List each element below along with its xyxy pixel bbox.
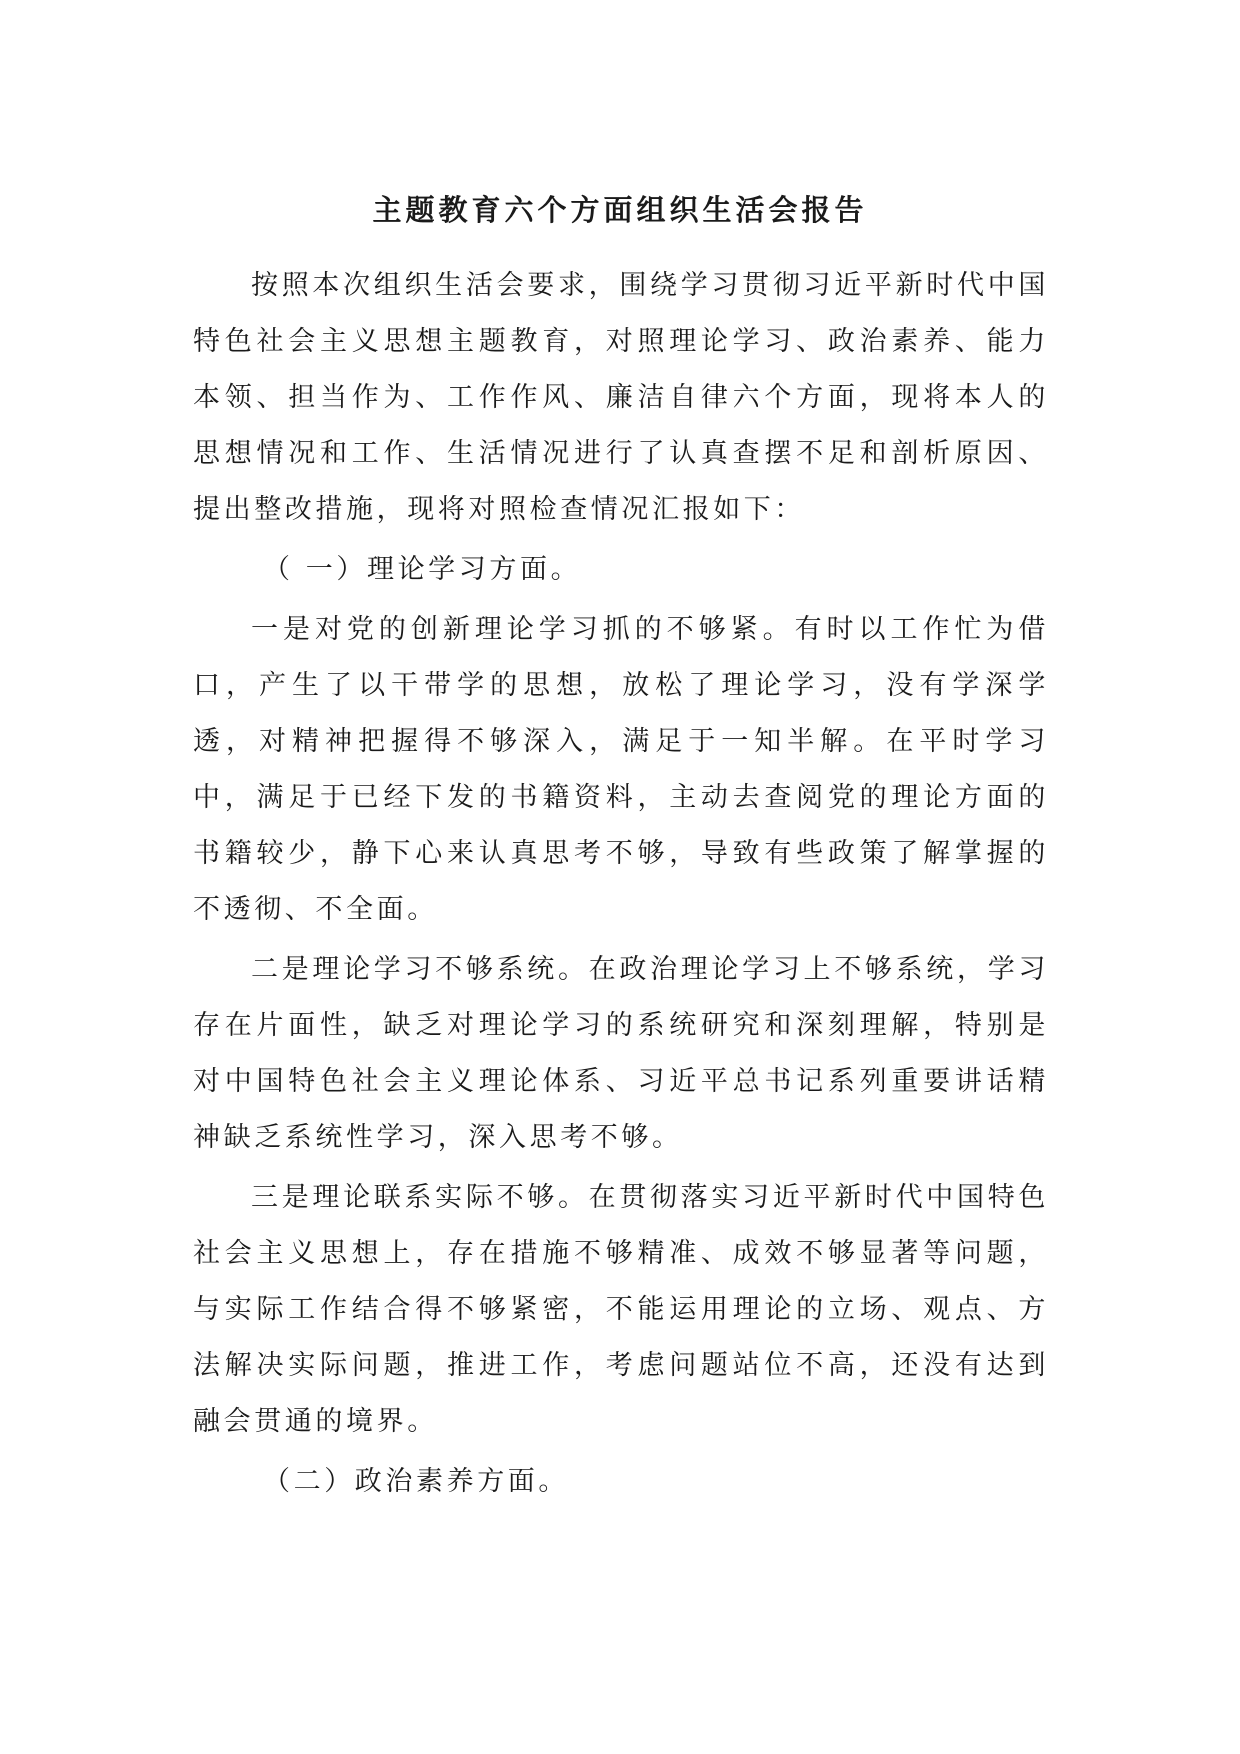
paragraph: 二是理论学习不够系统。在政治理论学习上不够系统，学习存在片面性，缺乏对理论学习的系统研究和深刻理解，特别是对中国特色社会主义理论体系、习近平总书记系列重要讲话精神缺乏系统性学习，深入思考不够。 bbox=[193, 954, 1049, 1153]
paragraph: 三是理论联系实际不够。在贯彻落实习近平新时代中国特色社会主义思想上，存在措施不够精准、成效不够显著等问题，与实际工作结合得不够紧密，不能运用理论的立场、观点、方法解决实际问题，推进工作，考虑问题站位不高，还没有达到融会贯通的境界。 bbox=[193, 1182, 1049, 1437]
section-heading-theory-study: （ 一）理论学习方面。 bbox=[263, 554, 582, 585]
section-heading-political-literacy: （二）政治素养方面。 bbox=[263, 1466, 569, 1497]
document-title: 主题教育六个方面组织生活会报告 bbox=[372, 193, 868, 227]
intro-paragraph: 按照本次组织生活会要求，围绕学习贯彻习近平新时代中国特色社会主义思想主题教育，对照理论学习、政治素养、能力本领、担当作为、工作作风、廉洁自律六个方面，现将本人的思想情况和工作、生活情况进行了认真查摆不足和剖析原因、提出整改措施，现将对照检查情况汇报如下： bbox=[193, 270, 1049, 525]
document-body bbox=[193, 258, 1049, 1514]
paragraph: 一是对党的创新理论学习抓的不够紧。有时以工作忙为借口，产生了以干带学的思想，放松了理论学习，没有学深学透，对精神把握得不够深入，满足于一知半解。在平时学习中，满足于已经下发的书籍资料，主动去查阅党的理论方面的书籍较少，静下心来认真思考不够，导致有些政策了解掌握的不透彻、不全面。 bbox=[193, 614, 1049, 925]
